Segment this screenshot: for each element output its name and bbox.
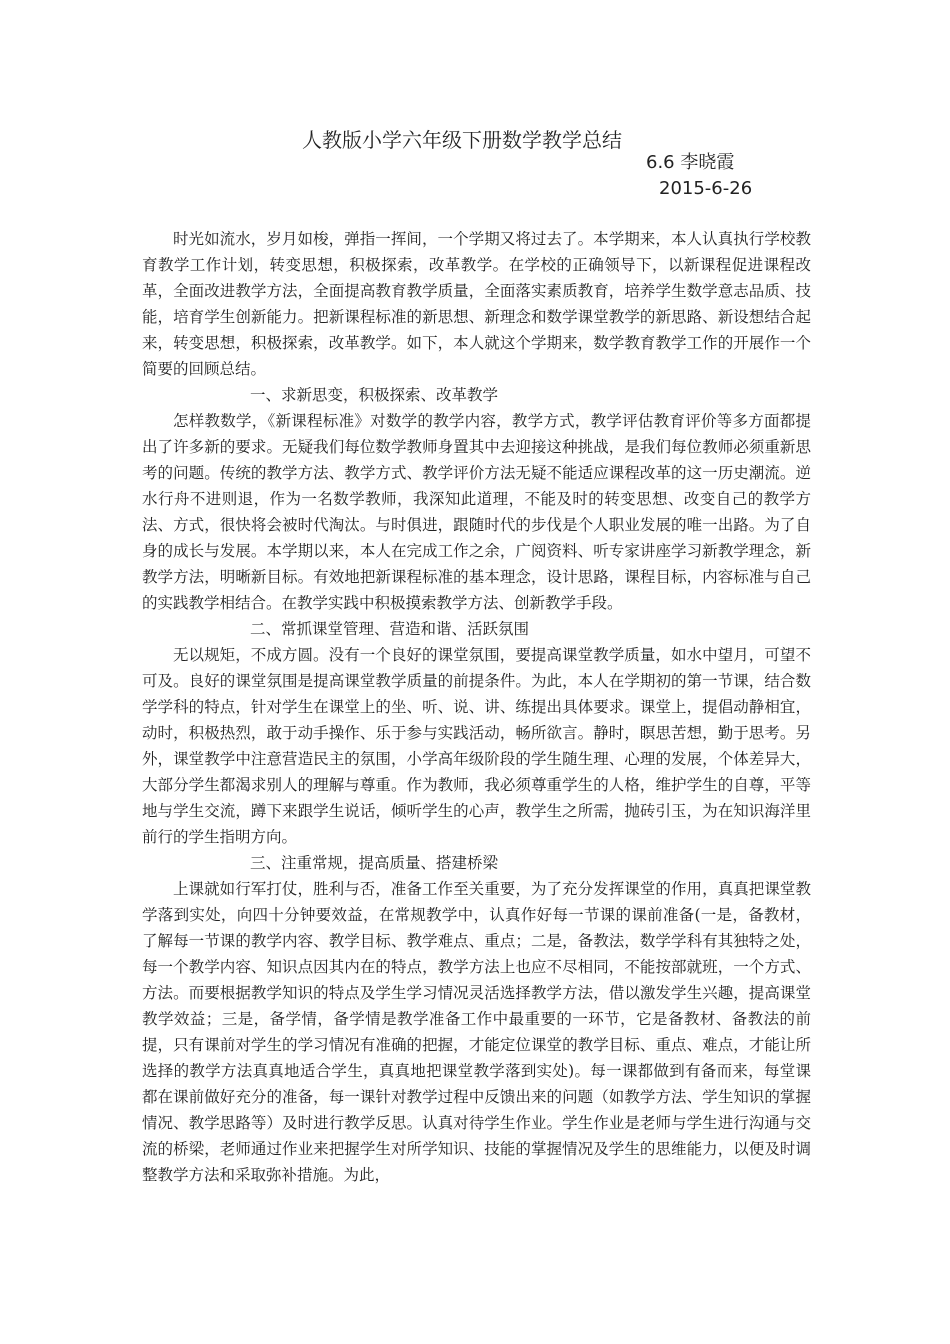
- document-title: 人教版小学六年级下册数学教学总结: [302, 128, 622, 152]
- document-body: [142, 226, 811, 1188]
- section-heading-3: 三、注重常规，提高质量、搭建桥梁: [250, 854, 499, 872]
- section-paragraph-1: 怎样教数学，《新课程标准》对数学的教学内容，教学方式，教学评估教育评价等多方面都提出了许多新的要求。无疑我们每位数学教师身置其中去迎接这种挑战，是我们每位教师必须重新思考的问题。传统的教学方法、教学方式、教学评价方法无疑不能适应课程改革的这一历史潮流。逆水行舟不进则退，作为一名数学教师，我深知此道理，不能及时的转变思想、改变自己的教学方法、方式，很快将会被时代淘汰。与时俱进，跟随时代的步伐是个人职业发展的唯一出路。为了自身的成长与发展。本学期以来，本人在完成工作之余，广阅资料、听专家讲座学习新教学理念，新教学方法，明晰新目标。有效地把新课程标准的基本理念，设计思路，课程目标，内容标准与自己的实践教学相结合。在教学实践中积极摸索教学方法、创新教学手段。: [142, 412, 811, 612]
- section-paragraph-3: 上课就如行军打仗，胜利与否，准备工作至关重要，为了充分发挥课堂的作用，真真把课堂教学落到实处，向四十分钟要效益，在常规教学中，认真作好每一节课的课前准备(一是，备教材，了解每一节课的教学内容、教学目标、教学难点、重点；二是，备教法，数学学科有其独特之处，每一个教学内容、知识点因其内在的特点，教学方法上也应不尽相同，不能按部就班，一个方式、方法。而要根据教学知识的特点及学生学习情况灵活选择教学方法，借以激发学生兴趣，提高课堂教学效益；三是，备学情，备学情是教学准备工作中最重要的一环节，它是备教材、备教法的前提，只有课前对学生的学习情况有准确的把握，才能定位课堂的教学目标、重点、难点，才能让所选择的教学方法真真地适合学生，真真地把课堂教学落到实处)。每一课都做到有备而来，每堂课都在课前做好充分的准备，每一课针对教学过程中反馈出来的问题（如教学方法、学生知识的掌握情况、教学思路等）及时进行教学反思。认真对待学生作业。学生作业是老师与学生进行沟通与交流的桥梁，老师通过作业来把握学生对所学知识、技能的掌握情况及学生的思维能力，以便及时调整教学方法和采取弥补措施。为此，: [142, 880, 811, 1184]
- section-heading-2: 二、常抓课堂管理、营造和谐、活跃氛围: [250, 620, 530, 638]
- section-heading-1: 一、求新思变，积极探索、改革教学: [250, 386, 499, 404]
- intro-paragraph: 时光如流水，岁月如梭，弹指一挥间，一个学期又将过去了。本学期来，本人认真执行学校教育教学工作计划，转变思想，积极探索，改革教学。在学校的正确领导下，以新课程促进课程改革，全面改进教学方法，全面提高教育教学质量，全面落实素质教育，培养学生数学意志品质、技能，培育学生创新能力。把新课程标准的新思想、新理念和数学课堂教学的新思路、新设想结合起来，转变思想，积极探索，改革教学。如下，本人就这个学期来，数学教育教学工作的开展作一个简要的回顾总结。: [142, 230, 811, 378]
- section-paragraph-2: 无以规矩，不成方圆。没有一个良好的课堂氛围，要提高课堂教学质量，如水中望月，可望不可及。良好的课堂氛围是提高课堂教学质量的前提条件。为此，本人在学期初的第一节课，结合数学学科的特点，针对学生在课堂上的坐、听、说、讲、练提出具体要求。课堂上，提倡动静相宜，动时，积极热烈，敢于动手操作、乐于参与实践活动，畅所欲言。静时，瞑思苦想，勤于思考。另外，课堂教学中注意营造民主的氛围，小学高年级阶段的学生随生理、心理的发展，个体差异大，大部分学生都渴求别人的理解与尊重。作为教师，我必须尊重学生的人格，维护学生的自尊，平等地与学生交流，蹲下来跟学生说话，倾听学生的心声，教学生之所需，抛砖引玉，为在知识海洋里前行的学生指明方向。: [142, 646, 811, 846]
- document-date: 2015-6-26: [659, 178, 753, 199]
- document-author: 6.6 李晓霞: [646, 152, 735, 173]
